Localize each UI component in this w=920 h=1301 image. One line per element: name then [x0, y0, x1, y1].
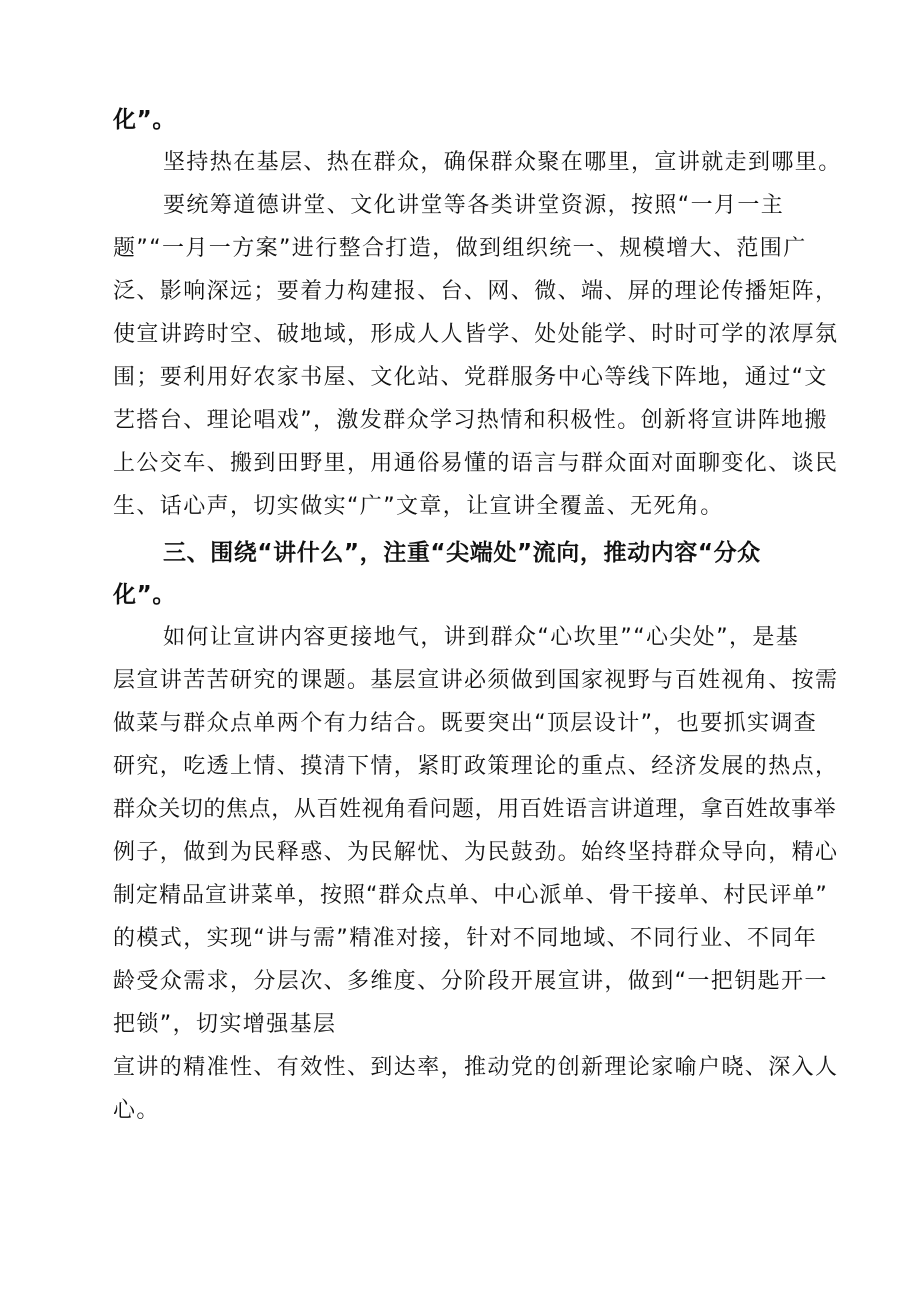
paragraph-line: 泛、影响深远；要着力构建报、台、网、微、端、屏的理论传播矩阵， [113, 279, 839, 304]
paragraph-line: 层宣讲苦苦研究的课题。基层宣讲必须做到国家视野与百姓视角、按需 [113, 668, 839, 693]
heading-2-continuation: 化”。 [113, 107, 176, 133]
paragraph-line: 如何让宣讲内容更接地气，讲到群众“心坎里”“心尖处”，是基 [163, 625, 800, 650]
paragraph-line: 艺搭台、理论唱戏”，激发群众学习热情和积极性。创新将宣讲阵地搬 [113, 408, 828, 433]
paragraph-line: 心。 [113, 1098, 160, 1123]
paragraph-line: 使宣讲跨时空、破地域，形成人人皆学、处处能学、时时可学的浓厚氛 [113, 322, 839, 347]
paragraph-line: 上公交车、搬到田野里，用通俗易懂的语言与群众面对面聊变化、谈民 [113, 451, 839, 476]
paragraph-line: 制定精品宣讲菜单，按照“群众点单、中心派单、骨干接单、村民评单” [113, 883, 828, 908]
section-heading-continuation: 化”。 [113, 582, 176, 608]
paragraph-line: 例子，做到为民释惑、为民解忧、为民鼓劲。始终坚持群众导向，精心 [113, 840, 839, 865]
paragraph-line: 生、话心声，切实做实“广”文章，让宣讲全覆盖、无死角。 [113, 494, 724, 519]
paragraph-line: 群众关切的焦点，从百姓视角看问题，用百姓语言讲道理，拿百姓故事举 [113, 797, 837, 822]
paragraph-line: 做菜与群众点单两个有力结合。既要突出“顶层设计”，也要抓实调查 [113, 711, 818, 736]
paragraph-line: 宣讲的精准性、有效性、到达率，推动党的创新理论家喻户晓、深入人 [113, 1055, 839, 1080]
paragraph-line: 要统筹道德讲堂、文化讲堂等各类讲堂资源，按照“一月一主 [163, 193, 785, 218]
paragraph-line: 坚持热在基层、热在群众，确保群众聚在哪里，宣讲就走到哪里。 [163, 150, 842, 175]
paragraph-line: 研究，吃透上情、摸清下情，紧盯政策理论的重点、经济发展的热点， [113, 754, 839, 779]
paragraph-line: 龄受众需求，分层次、多维度、分阶段开展宣讲，做到“一把钥匙开一 [113, 969, 828, 994]
paragraph-line: 的模式，实现“讲与需”精准对接，针对不同地域、不同行业、不同年 [113, 926, 818, 951]
paragraph-line: 围；要利用好农家书屋、文化站、党群服务中心等线下阵地，通过“文 [113, 365, 828, 390]
section-heading: 三、围绕“讲什么”，注重“尖端处”流向，推动内容“分众 [163, 540, 761, 566]
paragraph-line: 题”“一月一方案”进行整合打造，做到组织统一、规模增大、范围广 [113, 236, 807, 261]
paragraph-line: 把锁”，切实增强基层 [113, 1012, 337, 1037]
